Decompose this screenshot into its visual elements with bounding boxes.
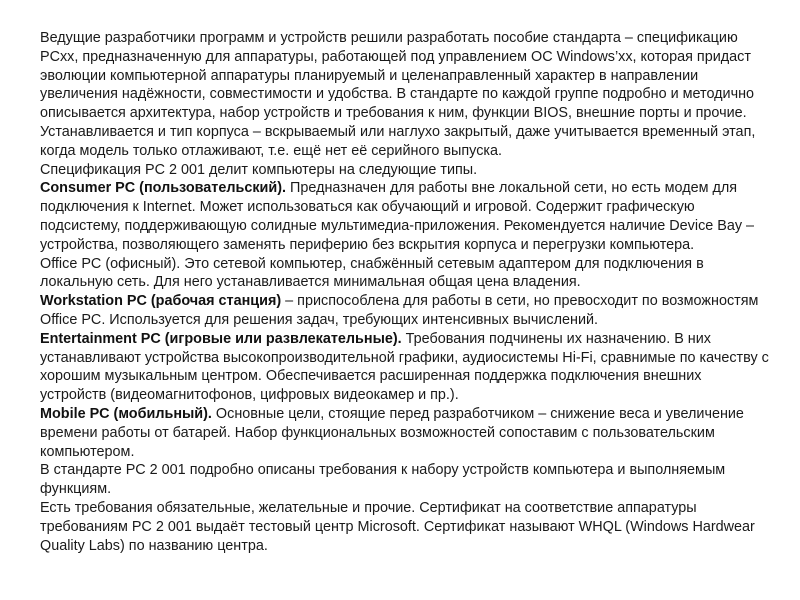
types-intro-paragraph: Спецификация PC 2 001 делит компьютеры на следующие типы.	[40, 161, 478, 178]
workstation-pc-term: Workstation PC (рабочая станция)	[40, 293, 282, 310]
entertainment-pc-description: Требования подчинены их назначению. В них устанавливают устройства высокопроизводительной графики, аудиосистемы Hi-Fi, сравнимые по качеству с хорошим музыкальным центром. Обеспечивается расширенная поддержка подключения внешних устройств (видеомагнитофонов, цифровых видеокамер и пр.).	[40, 330, 769, 404]
standard-paragraph: В стандарте PC 2 001 подробно описаны требования к набору устройств компьютера и выполняемым функциям.	[40, 462, 726, 498]
workstation-pc-description: – приспособлена для работы в сети, но превосходит по возможностям Office PC. Используется для решения задач, требующих интенсивных вычислений.	[40, 293, 759, 328]
office-pc-paragraph: Office PC (офисный). Это сетевой компьютер, снабжённый сетевым адаптером для подключения в локальную сеть. Для него устанавливается минимальная общая цена владения.	[40, 255, 704, 291]
consumer-pc-description: Предназначен для работы вне локальной сети, но есть модем для подключения к Internet. Может использоваться как обучающий и игровой. Содержит графическую подсистему, поддерживающую солидные мультимедиа-приложения. Рекомендуется наличие Device Bay – устройства, позволяющего заменять периферию без вскрытия корпуса и перегрузки компьютера.	[40, 180, 755, 253]
document-text	[40, 29, 770, 555]
consumer-pc-paragraph	[40, 179, 770, 254]
workstation-pc-paragraph	[40, 292, 770, 330]
mobile-pc-term: Mobile PC (мобильный).	[40, 405, 212, 422]
mobile-pc-paragraph	[40, 405, 770, 461]
intro-paragraph: Ведущие разработчики программ и устройств решили разработать пособие стандарта – спецификацию PCxx, предназначенную для аппаратуры, работающей под управлением ОС Windows’xx, которая придаст эволюции компьютерной аппаратуры планируемый и целенаправленный характер в направлении увеличения надёжности, совместимости и удобства. В стандарте по каждой группе подробно и методично описывается архитектура, набор устройств и требования к ним, функции BIOS, внешние порты и прочие. Устанавливается и тип корпуса – вскрываемый или наглухо закрытый, даже учитывается временный этап, когда модель только отлаживают, т.е. ещё нет её серийного выпуска.	[40, 30, 756, 159]
requirements-paragraph: Есть требования обязательные, желательные и прочие. Сертификат на соответствие аппаратуры требованиям PC 2 001 выдаёт тестовый центр Microsoft. Сертификат называют WHQL (Windows Hardwear Quality Labs) по названию центра.	[40, 499, 755, 554]
entertainment-pc-paragraph	[40, 330, 770, 405]
consumer-pc-term: Consumer PC (пользовательский).	[40, 180, 287, 197]
entertainment-pc-term: Entertainment PC (игровые или развлекательные).	[40, 330, 402, 347]
mobile-pc-description: Основные цели, стоящие перед разработчиком – снижение веса и увеличение времени работы от батарей. Набор функциональных возможностей сопоставим с пользовательским компьютером.	[40, 405, 744, 460]
